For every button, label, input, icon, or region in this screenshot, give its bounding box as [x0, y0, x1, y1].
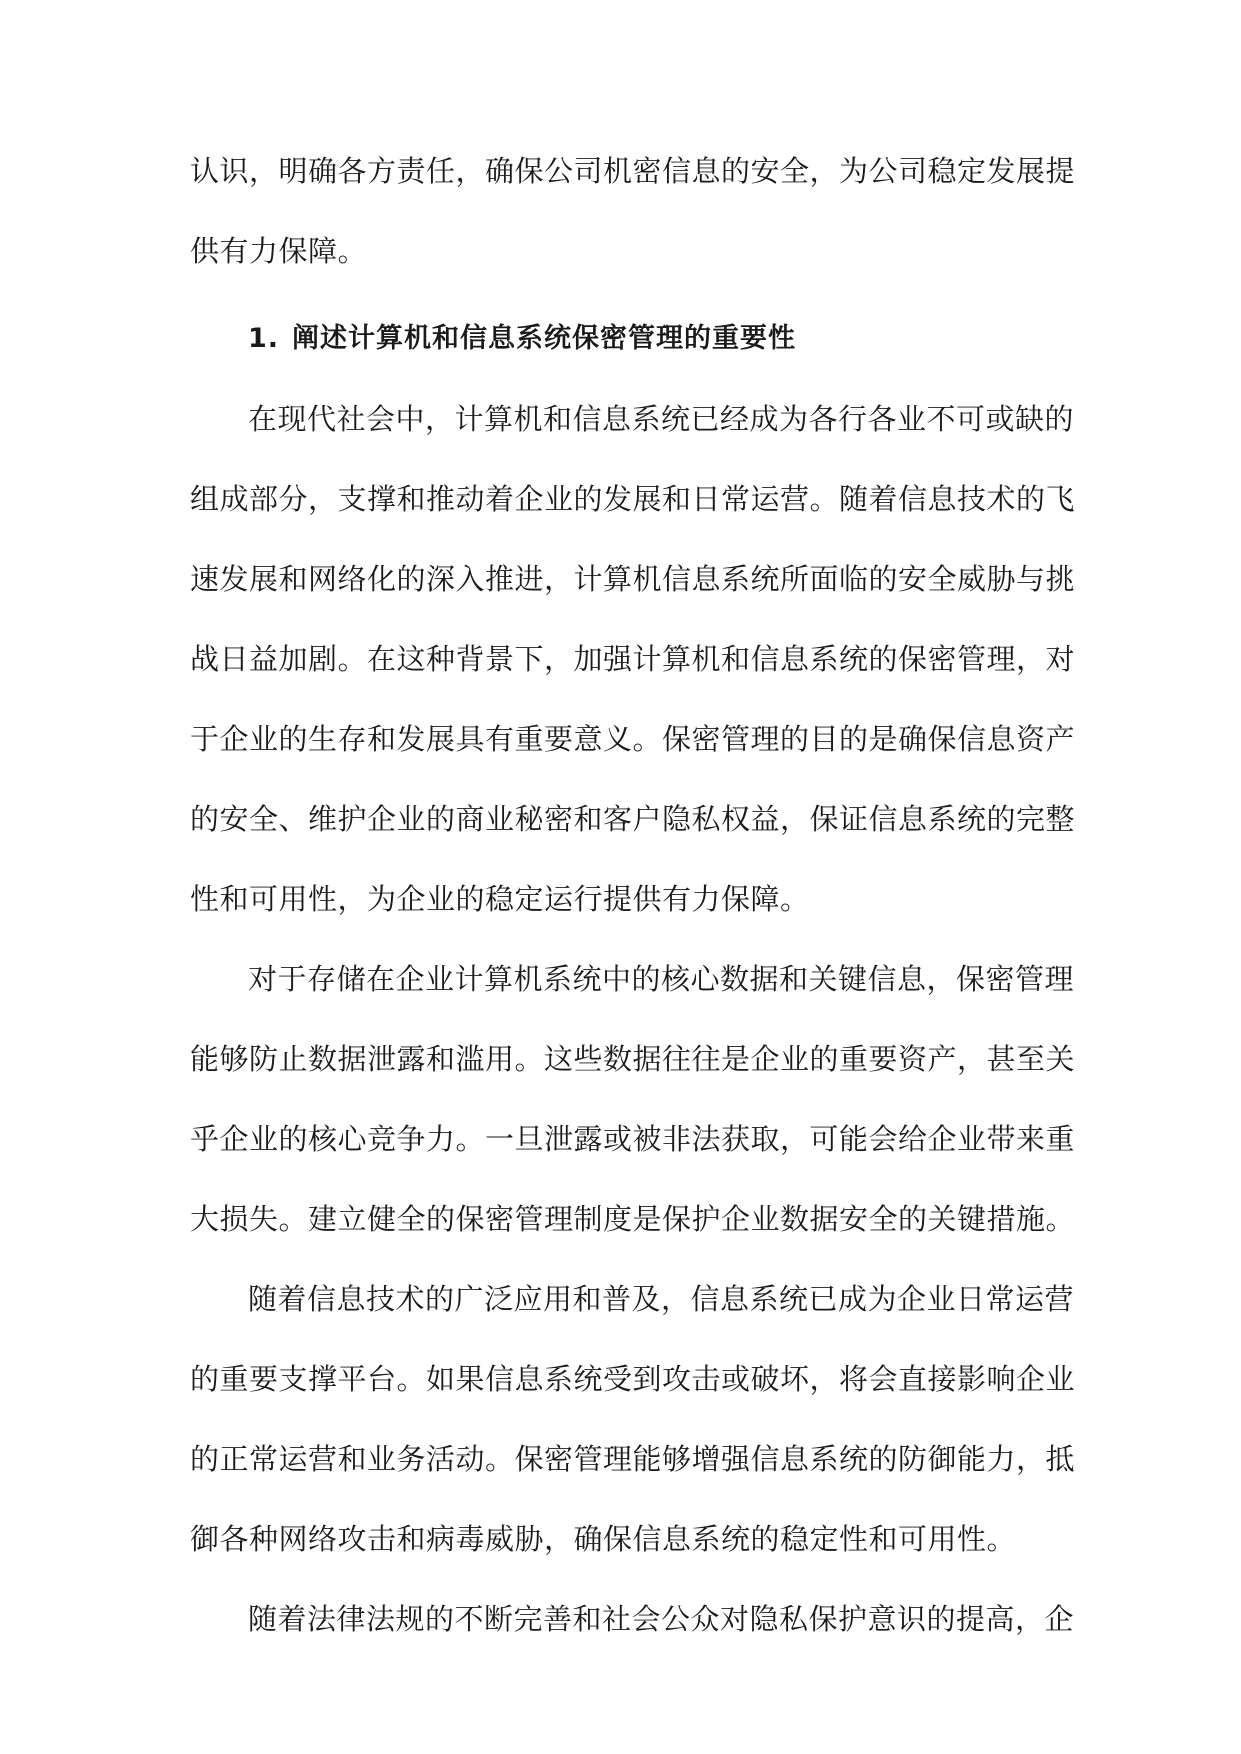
text-line: 的正常运营和业务活动。保密管理能够增强信息系统的防御能力，抵 — [190, 1442, 1076, 1476]
page-content — [190, 143, 1076, 1671]
text-line: 的重要支撑平台。如果信息系统受到攻击或破坏，将会直接影响企业 — [190, 1362, 1076, 1396]
text-line: 在现代社会中，计算机和信息系统已经成为各行各业不可或缺的 — [248, 402, 1075, 436]
text-line: 战日益加剧。在这种背景下，加强计算机和信息系统的保密管理，对 — [190, 642, 1076, 676]
paragraph-1 — [190, 391, 1076, 951]
section-number: 1. — [248, 323, 280, 354]
text-line: 供有力保障。 — [190, 234, 368, 268]
paragraph-4 — [190, 1591, 1075, 1671]
text-line: 随着法律法规的不断完善和社会公众对隐私保护意识的提高，企 — [248, 1602, 1075, 1636]
text-line: 认识，明确各方责任，确保公司机密信息的安全，为公司稳定发展提 — [190, 154, 1076, 188]
text-line: 的安全、维护企业的商业秘密和客户隐私权益，保证信息系统的完整 — [190, 802, 1076, 836]
paragraph-2 — [190, 951, 1076, 1271]
text-line: 随着信息技术的广泛应用和普及，信息系统已成为企业日常运营 — [248, 1282, 1075, 1316]
text-line: 御各种网络攻击和病毒威胁，确保信息系统的稳定性和可用性。 — [190, 1522, 1017, 1556]
intro-paragraph — [190, 143, 1076, 303]
paragraph-3 — [190, 1271, 1076, 1591]
section-heading — [190, 311, 1050, 391]
text-line: 大损失。建立健全的保密管理制度是保护企业数据安全的关键措施。 — [190, 1202, 1076, 1236]
section-title: 阐述计算机和信息系统保密管理的重要性 — [292, 323, 796, 354]
text-line: 性和可用性，为企业的稳定运行提供有力保障。 — [190, 882, 810, 916]
text-line: 组成部分，支撑和推动着企业的发展和日常运营。随着信息技术的飞 — [190, 482, 1076, 516]
text-line: 对于存储在企业计算机系统中的核心数据和关键信息，保密管理 — [248, 962, 1075, 996]
text-line: 能够防止数据泄露和滥用。这些数据往往是企业的重要资产，甚至关 — [190, 1042, 1076, 1076]
text-line: 速发展和网络化的深入推进，计算机信息系统所面临的安全威胁与挑 — [190, 562, 1076, 596]
text-line: 乎企业的核心竞争力。一旦泄露或被非法获取，可能会给企业带来重 — [190, 1122, 1076, 1156]
text-line: 于企业的生存和发展具有重要意义。保密管理的目的是确保信息资产 — [190, 722, 1076, 756]
